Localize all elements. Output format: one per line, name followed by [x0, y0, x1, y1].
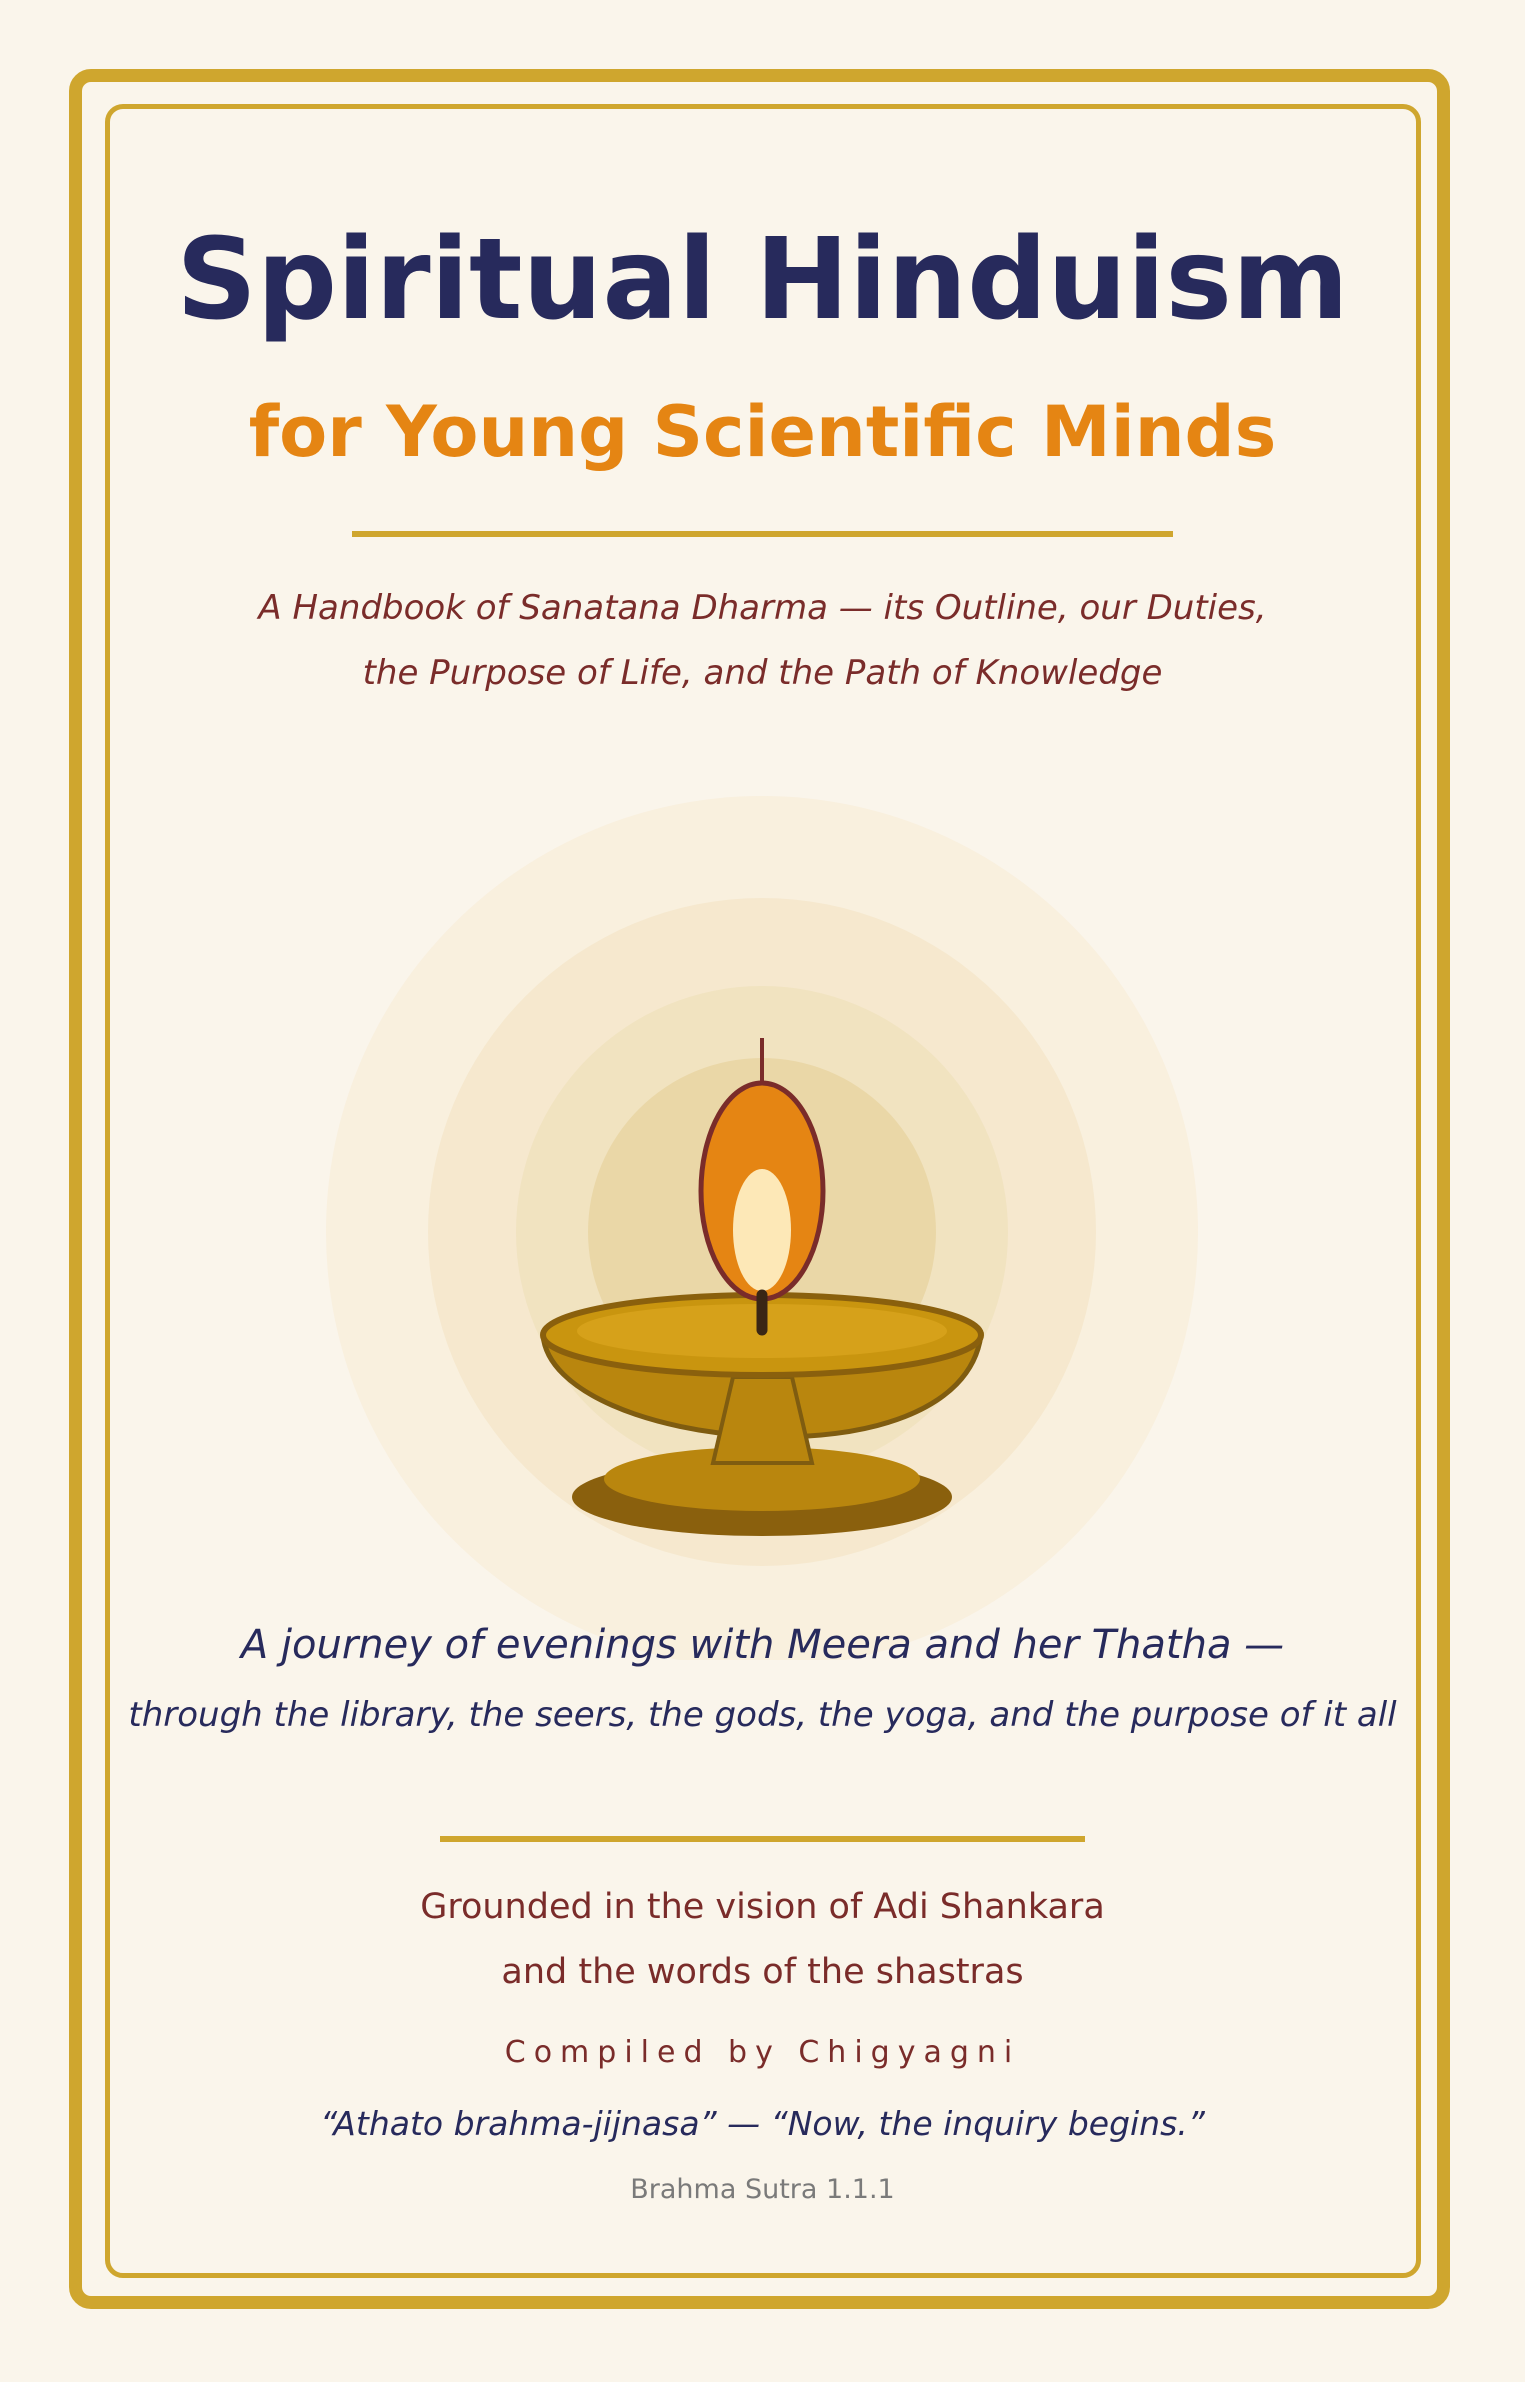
book-title: Spiritual Hinduism: [176, 215, 1349, 345]
journey-line-1: A journey of evenings with Meera and her Thatha —: [240, 1622, 1285, 1668]
diya-oil-lamp-icon: [320, 790, 1205, 1660]
divider-top: [352, 531, 1173, 537]
tagline-line-2: the Purpose of Life, and the Path of Knowledge: [362, 653, 1163, 693]
book-subtitle: for Young Scientific Minds: [248, 391, 1277, 473]
compiled-by: Compiled by Chigyagni: [504, 2035, 1021, 2070]
epigraph-source: Brahma Sutra 1.1.1: [630, 2174, 895, 2205]
tagline-line-1: A Handbook of Sanatana Dharma — its Outline, our Duties,: [258, 588, 1267, 628]
epigraph-quote: “Athato brahma-jijnasa” — “Now, the inquiry begins.”: [320, 2104, 1205, 2143]
journey-line-2: through the library, the seers, the gods, the yoga, and the purpose of it all: [128, 1695, 1397, 1735]
divider-bottom: [440, 1836, 1085, 1842]
grounded-line-1: Grounded in the vision of Adi Shankara: [420, 1887, 1105, 1927]
grounded-line-2: and the words of the shastras: [501, 1952, 1024, 1992]
